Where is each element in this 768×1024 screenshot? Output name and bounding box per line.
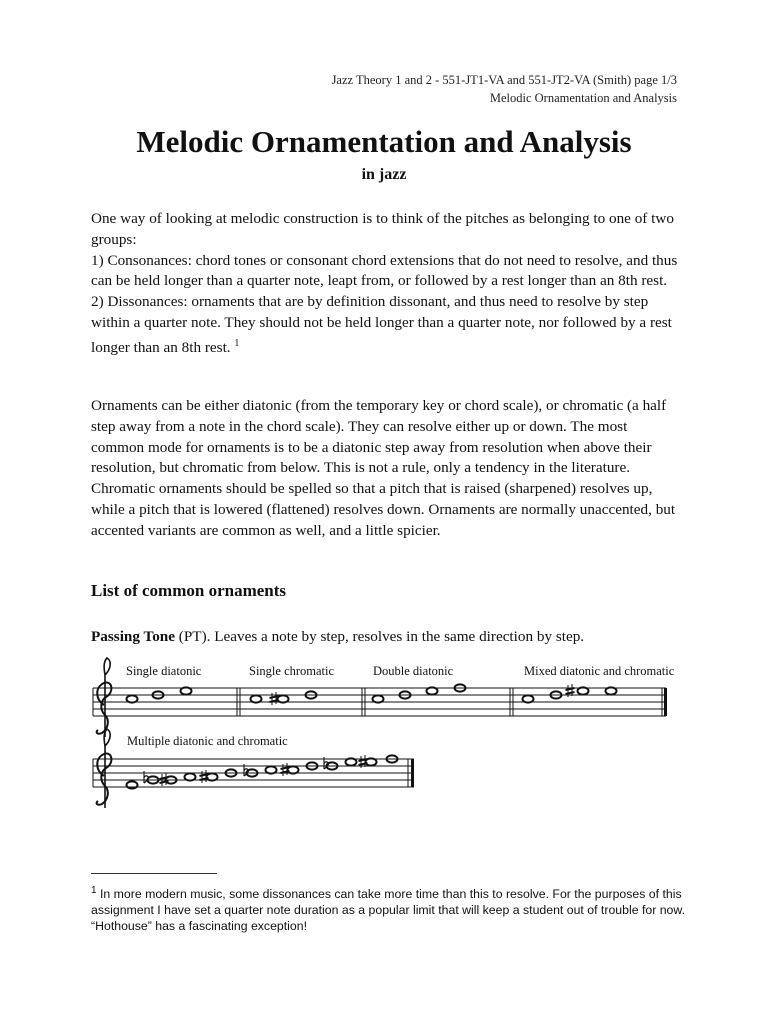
label-single-chromatic: Single chromatic — [249, 664, 335, 678]
intro-line-1: One way of looking at melodic construction is to think of the pitches as belonging to one of two groups: — [91, 210, 674, 248]
consonances-item: 1) Consonances: chord tones or consonant chord extensions that do not need to resolve, and thus can be held longer than a quarter note, leapt from, or followed by a rest longer than an 8th rest. — [91, 251, 678, 290]
label-mixed: Mixed diatonic and chromatic — [524, 664, 675, 678]
passing-tone-description: (PT). Leaves a note by step, resolves in the same direction by step. — [175, 628, 585, 645]
passing-tone-term: Passing Tone — [91, 628, 175, 645]
ornaments-text: Ornaments can be either diatonic (from the temporary key or chord scale), or chromatic (a half step away from a note in the chord scale). They can resolve either up or down. The most common mode for ornaments is to be a diatonic step away from resolution when above their resolution, but chromatic from below. This is not a rule, only a tendency in the literature. Chromatic ornaments should be spelled so that a pitch that is raised (sharpened) resolves up, while a pitch that is lowered (flattened) resolves down. Ornaments are normally unaccented, but accented variants are common as well, and a little spicier. — [91, 397, 676, 539]
footnote-text: In more modern music, some dissonances can take more time than this to resolve. For the purposes of this assignment I have set a quarter note duration as a popular limit that will keep a student out of trouble for now. “Hothouse” has a fascinating exception! — [91, 887, 686, 934]
footnote-number: 1 — [91, 885, 97, 896]
label-double-diatonic: Double diatonic — [373, 664, 454, 678]
note — [127, 781, 138, 788]
dissonances-text: 2) Dissonances: ornaments that are by definition dissonant, and thus need to resolve by step within a quarter note. They should not be held longer than a quarter note, nor followed by a rest longer than an 8th rest. — [91, 293, 672, 356]
header-title-line: Melodic Ornamentation and Analysis — [489, 91, 677, 105]
staff-system-1 — [93, 658, 675, 737]
page-title: Melodic Ornamentation and Analysis — [136, 124, 632, 159]
footnote — [91, 883, 691, 934]
label-multiple: Multiple diatonic and chromatic — [127, 734, 288, 748]
section-heading: List of common ornaments — [91, 581, 287, 600]
footnote-divider — [91, 873, 217, 874]
staff-system-2 — [93, 729, 414, 808]
header-course-line: Jazz Theory 1 and 2 - 551-JT1-VA and 551-JT2-VA (Smith) page 1/3 — [331, 73, 677, 87]
label-single-diatonic: Single diatonic — [126, 664, 202, 678]
footnote-ref[interactable]: 1 — [234, 337, 240, 349]
page-subtitle: in jazz — [361, 166, 407, 183]
